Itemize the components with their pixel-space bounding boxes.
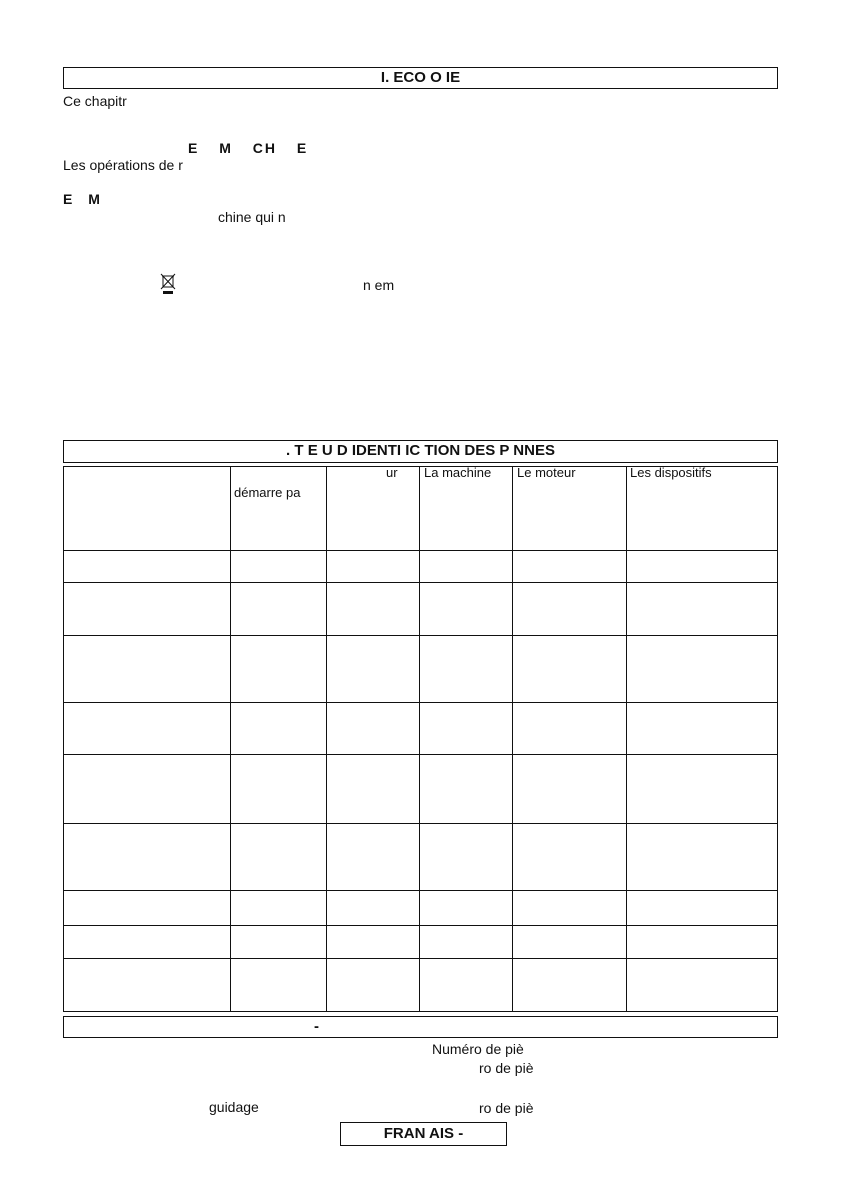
section2-title: . T E U D IDENTI IC TION DES P NNES (286, 442, 555, 459)
guidage-label: guidage (209, 1099, 259, 1115)
table-header-cell: La machine (424, 465, 492, 480)
table-vline (230, 466, 231, 1012)
table-header-cell: Le moteur (517, 465, 576, 480)
table-vline (512, 466, 513, 1012)
table-hline (63, 890, 778, 891)
table-header-cell: démarre pa (234, 485, 301, 500)
table-vline (626, 466, 627, 1012)
table-header-cell: ur (386, 465, 398, 480)
table-vline (326, 466, 327, 1012)
section1-subhead2: E M (63, 191, 102, 207)
table-hline (63, 550, 778, 551)
section1-line3: n em (363, 277, 395, 293)
table-hline (63, 702, 778, 703)
section1-line2: chine qui n (218, 209, 286, 225)
table-hline (63, 754, 778, 755)
language-footer-label: FRAN AIS - (383, 1125, 464, 1142)
section2-title-box (63, 440, 778, 463)
section1-title-box (63, 67, 778, 89)
part-number-label-1: Numéro de piè (432, 1041, 524, 1057)
table-hline (63, 1011, 778, 1012)
section1-intro: Ce chapitr (63, 93, 127, 109)
section1-subhead1: E M CH E (188, 140, 309, 156)
table-hline (63, 635, 778, 636)
language-footer-box (340, 1122, 507, 1146)
table-hline (63, 925, 778, 926)
table-hline (63, 823, 778, 824)
crossed-out-wheelie-bin-icon (160, 273, 176, 295)
section1-line1: Les opérations de r (63, 157, 183, 173)
table-hline (63, 582, 778, 583)
table-vline (63, 466, 64, 1012)
table-header-cell: Les dispositifs (630, 465, 712, 480)
part-number-label-3: ro de piè (479, 1100, 534, 1116)
section3-title: - (314, 1018, 319, 1035)
table-vline (777, 466, 778, 1012)
section1-title: I. ECO O IE (380, 69, 461, 86)
part-number-label-2: ro de piè (479, 1060, 534, 1076)
table-hline (63, 958, 778, 959)
section3-title-box (63, 1016, 778, 1038)
table-vline (419, 466, 420, 1012)
